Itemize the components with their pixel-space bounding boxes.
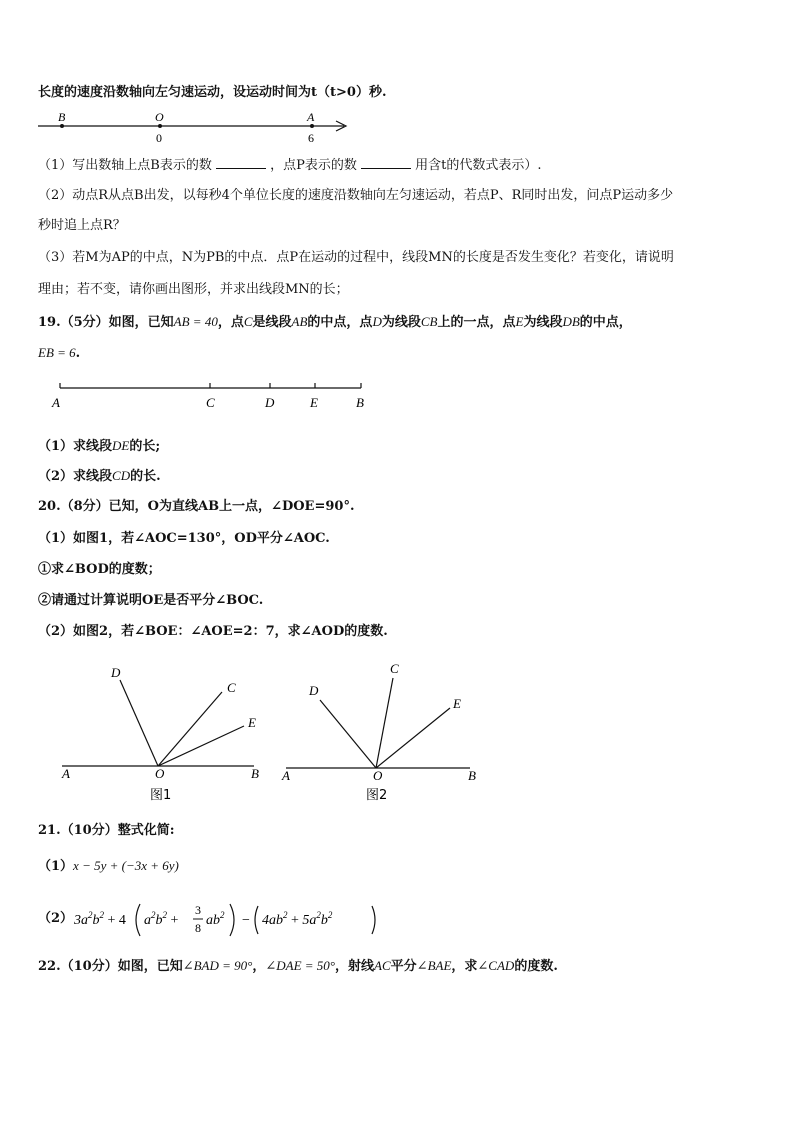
fig2-label-o: O	[373, 768, 383, 783]
seg-label-d: D	[265, 395, 275, 410]
angle-figure-2	[278, 660, 493, 805]
q19-d: D	[372, 314, 382, 329]
q19-t2: 是线段	[252, 315, 292, 330]
svg-text:−: −	[242, 913, 250, 928]
q19-eb: EB = 6	[38, 345, 76, 360]
q19-t4: 为线段	[381, 315, 421, 330]
q19-p1-text: （1）求线段	[38, 439, 113, 454]
q22-m2: ∠DAE = 50°	[265, 958, 336, 973]
svg-text:3: 3	[195, 903, 201, 917]
seg-label-a: A	[52, 395, 60, 410]
q22-t1: ，	[252, 959, 266, 974]
q19-part1	[38, 437, 160, 456]
seg-label-c: C	[206, 395, 215, 410]
q18-part3: （3）若M为AP的中点，N为PB的中点．点P在运动的过程中，线段MN的长度是否发生变化？若变化，请说明	[38, 250, 674, 265]
svg-text:8: 8	[195, 921, 201, 935]
fig2-caption: 图2	[366, 788, 388, 803]
angle-figure-1	[58, 660, 273, 805]
q19-ab2: AB	[291, 314, 308, 329]
q20-part2: （2）如图2，若∠BOE：∠AOE=2：7，求∠AOD的度数.	[38, 624, 388, 639]
q19-heading	[38, 313, 632, 332]
svg-text:3a2b2 + 4: $3a^2b^2 + 4$	[74, 910, 126, 928]
fig1-label-c: C	[227, 680, 236, 695]
q20-sub2: ②请通过计算说明OE是否平分∠BOC.	[38, 593, 264, 608]
number-line-1	[36, 108, 356, 148]
point-label-b: B	[58, 110, 66, 124]
q22-m5: ∠CAD	[477, 958, 515, 973]
fig1-label-a: A	[62, 766, 70, 781]
q19-t8: .	[75, 346, 81, 361]
q18-p1-text-b: ，点P表示的数	[270, 158, 357, 173]
fig1-caption: 图1	[150, 788, 172, 803]
q19-p1-end: 的长;	[129, 439, 161, 454]
intro-text: 长度的速度沿数轴向左匀速运动，设运动时间为t（t>0）秒.	[38, 85, 387, 100]
q19-t3: 的中点，点	[307, 315, 373, 330]
point-label-o: O	[155, 110, 164, 124]
fig1-label-o: O	[155, 766, 165, 781]
fig1-label-e: E	[248, 715, 256, 730]
svg-text:a2b2 +: $a^2b^2$ +	[144, 910, 179, 928]
q18-p1-text-c: 用含t的代数式表示）.	[415, 158, 542, 173]
q19-part2	[38, 467, 161, 486]
tick-label-0: 0	[156, 131, 162, 145]
fig2-label-b: B	[468, 768, 476, 783]
q19-p2-end: 的长.	[130, 469, 161, 484]
q22-t2: ，射线	[335, 959, 375, 974]
q19-t1: ，点	[217, 315, 244, 330]
q19-head: 19.（5分）如图，已知	[38, 315, 174, 330]
fig1-label-d: D	[111, 665, 121, 680]
fig2-label-a: A	[282, 768, 290, 783]
q21-e2-formula	[74, 898, 394, 942]
fig2-label-c: C	[390, 661, 399, 676]
q18-part2-cont: 秒时追上点R？	[38, 218, 126, 233]
q22-heading	[38, 957, 558, 976]
q20-heading: 20.（8分）已知，O为直线AB上一点，∠DOE=90°.	[38, 499, 355, 514]
q19-t6: 为线段	[523, 315, 563, 330]
q19-p2-text: （2）求线段	[38, 469, 113, 484]
seg-label-b: B	[356, 395, 364, 410]
fig1-label-b: B	[251, 766, 259, 781]
q18-part1	[38, 156, 542, 175]
answer-blank-b[interactable]	[216, 156, 266, 169]
q22-t3: 平分	[390, 959, 417, 974]
q19-t5: 上的一点，点	[437, 315, 516, 330]
fig2-label-e: E	[453, 696, 461, 711]
q21-expr1	[38, 857, 179, 876]
q19-e: E	[515, 314, 524, 329]
q18-part2: （2）动点R从点B出发，以每秒4个单位长度的速度沿数轴向左匀速运动，若点P、R同时出发，问点P运动多少	[38, 188, 674, 203]
point-label-a: A	[307, 110, 315, 124]
q19-p1-math: DE	[112, 438, 130, 453]
answer-blank-p[interactable]	[361, 156, 411, 169]
q22-m4: ∠BAE	[416, 958, 452, 973]
q19-heading-cont	[38, 344, 80, 363]
q19-p2-math: CD	[112, 468, 131, 483]
q22-t4: ，求	[451, 959, 478, 974]
q21-e2-label: （2）	[38, 911, 74, 926]
q20-part1: （1）如图1，若∠AOC=130°，OD平分∠AOC.	[38, 531, 330, 546]
q18-p1-text-a: （1）写出数轴上点B表示的数	[38, 158, 212, 173]
q21-e1-label: （1）	[38, 859, 74, 874]
tick-label-6: 6	[308, 131, 314, 145]
fig2-label-d: D	[309, 683, 319, 698]
q20-sub1: ①求∠BOD的度数；	[38, 562, 161, 577]
seg-label-e: E	[310, 395, 318, 410]
q22-t5: 的度数.	[514, 959, 558, 974]
q19-cb: CB	[420, 314, 438, 329]
svg-text:4ab2 + 5a2b2: $4ab^2 + 5a^2b^2$	[262, 910, 333, 928]
q19-c: C	[243, 314, 253, 329]
q22-m3: AC	[374, 958, 391, 973]
q19-t7: 的中点，	[579, 315, 632, 330]
q18-part3-cont: 理由；若不变，请你画出图形，并求出线段MN的长；	[38, 282, 349, 297]
q22-head: 22.（10分）如图，已知	[38, 959, 183, 974]
q21-heading: 21.（10分）整式化简:	[38, 823, 175, 838]
q19-db: DB	[562, 314, 580, 329]
segment-figure	[50, 380, 380, 412]
q19-ab: AB = 40	[173, 314, 218, 329]
q22-m1: ∠BAD = 90°	[182, 958, 253, 973]
svg-text:ab2: $ab^2$	[206, 910, 225, 928]
q21-e1-math: x − 5y + (−3x + 6y)	[73, 858, 179, 873]
